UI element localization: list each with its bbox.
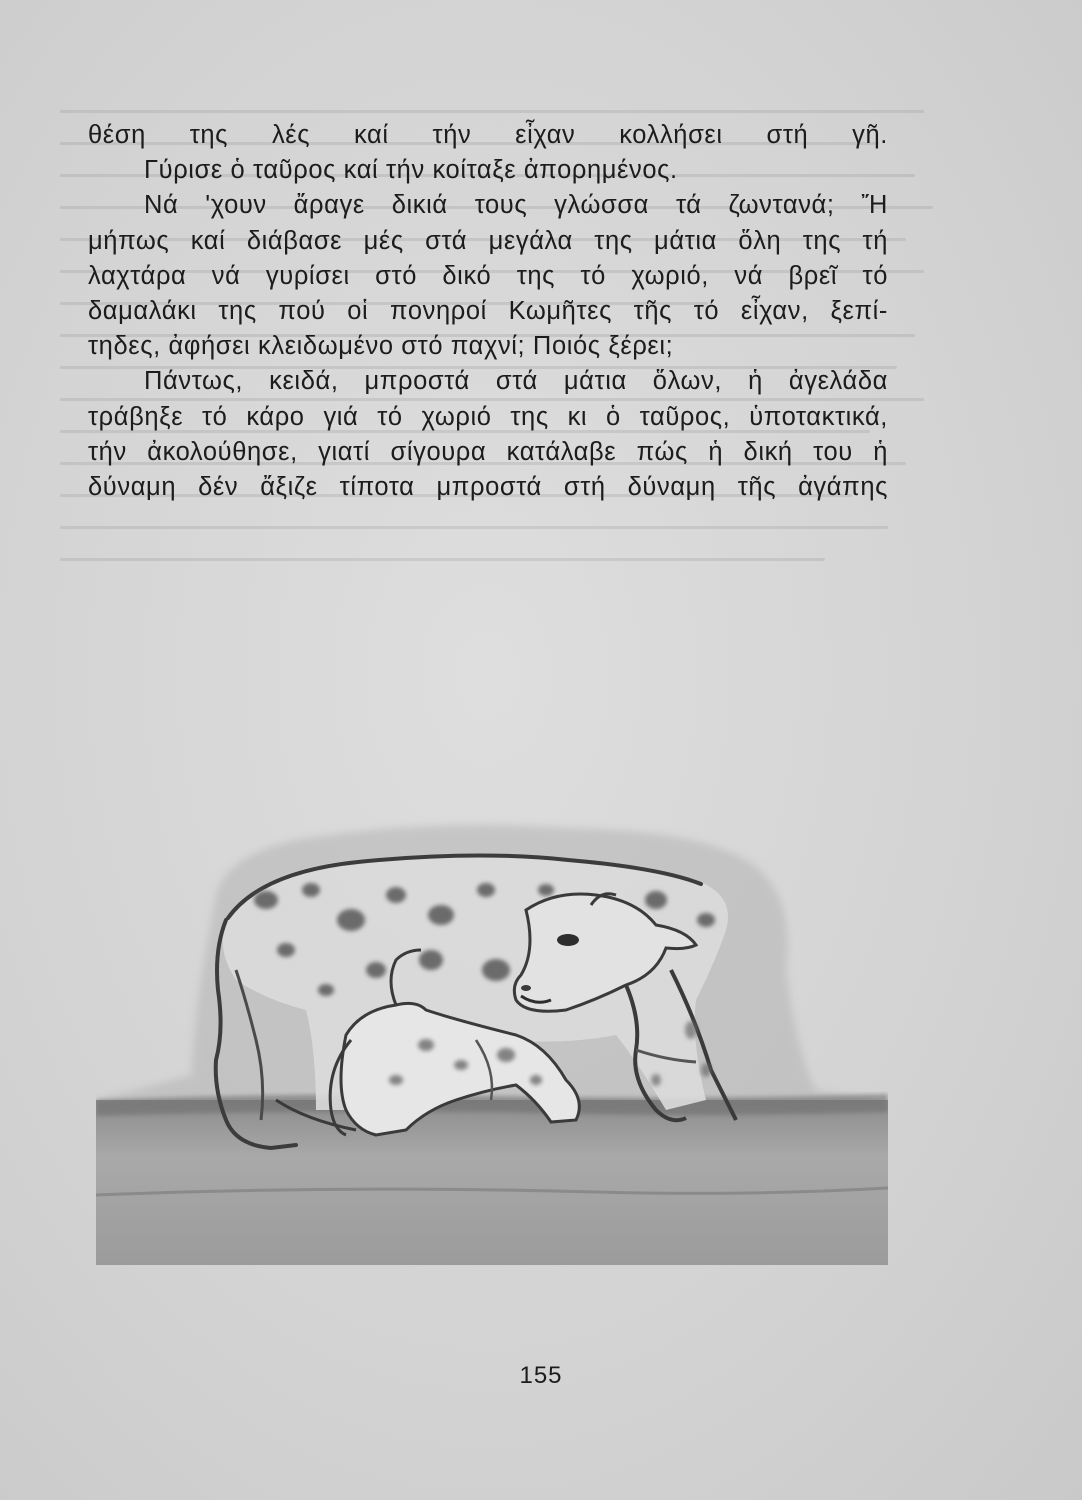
cow-and-calf-illustration bbox=[96, 800, 888, 1265]
page-number: 155 bbox=[519, 1362, 563, 1389]
text-line: λαχτάρα νά γυρίσει στό δικό της τό χωριό, νά βρεῖ τό bbox=[88, 261, 888, 290]
text-line: θέση της λές καί τήν εἶχαν κολλήσει στή γῆ. bbox=[88, 121, 888, 149]
text-line: Πάντως, κειδά, μπροστά στά μάτια ὅλων, ἡ ἀγελάδα bbox=[144, 367, 888, 396]
text-line: δαμαλάκι της πού οἱ πονηροί Κωμῆτες τῆς τό εἶχαν, ξεπί- bbox=[88, 297, 888, 326]
body-text bbox=[88, 118, 888, 505]
text-line: τράβηξε τό κάρο γιά τό χωριό της κι ὁ ταῦρος, ὑποτακτικά, bbox=[88, 402, 888, 431]
text-line: Γύρισε ὁ ταῦρος καί τήν κοίταξε ἀπορημένος. bbox=[144, 156, 678, 185]
text-line: δύναμη δέν ἄξιζε τίποτα μπροστά στή δύναμη τῆς ἀγάπης bbox=[88, 473, 888, 502]
text-line: τηδες, ἀφήσει κλειδωμένο στό παχνί; Ποιός ξέρει; bbox=[88, 332, 674, 361]
text-line: μήπως καί διάβασε μές στά μεγάλα της μάτια ὅλη της τή bbox=[88, 226, 888, 255]
text-line: Νά 'χουν ἄραγε δικιά τους γλώσσα τά ζωντανά; Ἤ bbox=[144, 191, 888, 220]
text-line: τήν ἀκολούθησε, γιατί σίγουρα κατάλαβε πώς ἡ δική του ἡ bbox=[88, 437, 888, 466]
